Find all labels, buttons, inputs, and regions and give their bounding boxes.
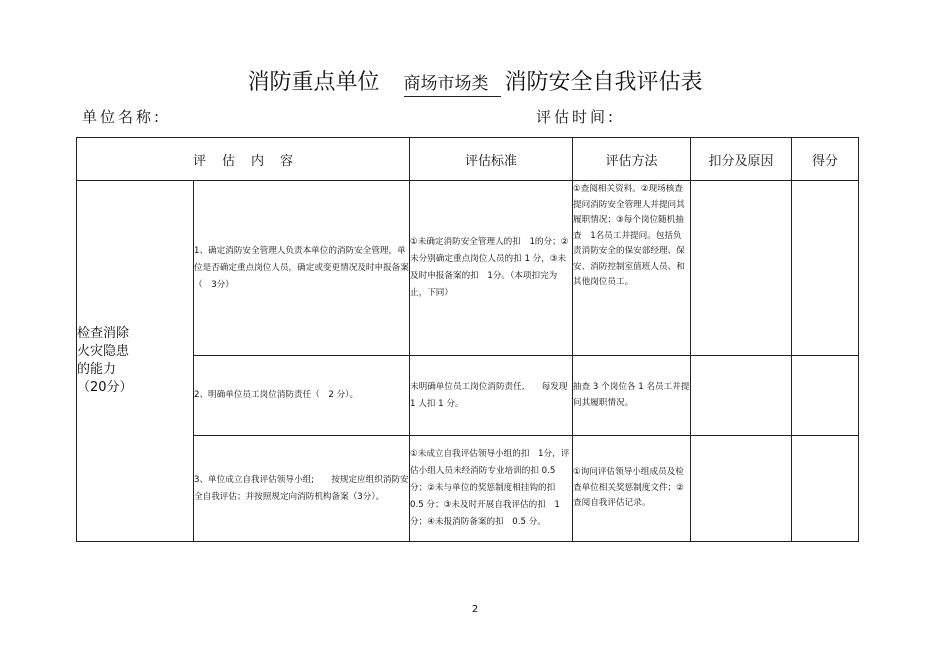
category-line: 火灾隐患 <box>77 344 130 359</box>
item-text: 2、明确单位员工岗位消防责任（ 2 分）。 <box>194 356 410 436</box>
table-header-row <box>77 138 859 181</box>
method-text: 抽查 3 个岗位各 1 名员工并提问其履职情况。 <box>573 356 691 436</box>
method-text: ①查阅相关资料。②现场核查提问消防安全管理人并提问其履职情况；③每个岗位随机抽查 1名员工并提问。包括负责消防安全的保安部经理、保安、消防控制室值班人员、和其他岗位员工。 <box>573 181 691 356</box>
standard-text: 未明确单位员工岗位消防责任, 每发现 1 人扣 1 分。 <box>410 356 573 436</box>
deduction-cell <box>691 356 792 436</box>
document-title <box>0 66 950 100</box>
item-text: 3、单位成立自我评估领导小组; 按规定应组织消防安全自我评估；并按照规定向消防机构备案（3分）。 <box>194 436 410 542</box>
category-line: 的能力 <box>77 362 117 377</box>
title-suffix: 消防安全自我评估表 <box>504 70 703 95</box>
unit-name-label: 单位名称: <box>82 108 163 126</box>
category-cell <box>77 181 194 542</box>
standard-text: ①未成立自我评估领导小组的扣 1分，评估小组人员未经消防专业培训的扣 0.5 分；②未与单位的奖惩制度相挂钩的扣 0.5 分；③未及时开展自我评估的扣 1 分；④未报消防备案的扣 0.5 分。 <box>410 436 573 542</box>
page-number: 2 <box>471 604 479 615</box>
eval-time-label: 评估时间: <box>536 108 617 126</box>
header-standard: 评估标准 <box>410 138 573 181</box>
standard-text: ①未确定消防安全管理人的扣 1的分；②未分别确定重点岗位人员的扣 1 分，③未及时申报备案的扣 1分。（本项扣完为止，下同） <box>410 181 573 356</box>
evaluation-table <box>76 137 859 542</box>
score-cell <box>792 436 859 542</box>
table-row <box>77 436 859 542</box>
method-text: ①询问评估领导小组成员及检查单位相关奖惩制度文件；②查阅自我评估记录。 <box>573 436 691 542</box>
header-score: 得分 <box>792 138 859 181</box>
header-content: 评估内容 <box>77 138 410 181</box>
table-row <box>77 356 859 436</box>
title-category: 商场市场类 <box>404 72 501 97</box>
score-cell <box>792 356 859 436</box>
title-prefix: 消防重点单位 <box>247 70 380 95</box>
score-cell <box>792 181 859 356</box>
category-line: （20分） <box>77 380 133 395</box>
category-line: 检查消除 <box>77 326 130 341</box>
item-text: 1、确定消防安全管理人负责本单位的消防安全管理，单位是否确定重点岗位人员，确定或变更情况及时申报备案（ 3分） <box>194 181 410 356</box>
deduction-cell <box>691 181 792 356</box>
table-row <box>77 181 859 356</box>
header-deduction: 扣分及原因 <box>691 138 792 181</box>
header-method: 评估方法 <box>573 138 691 181</box>
deduction-cell <box>691 436 792 542</box>
